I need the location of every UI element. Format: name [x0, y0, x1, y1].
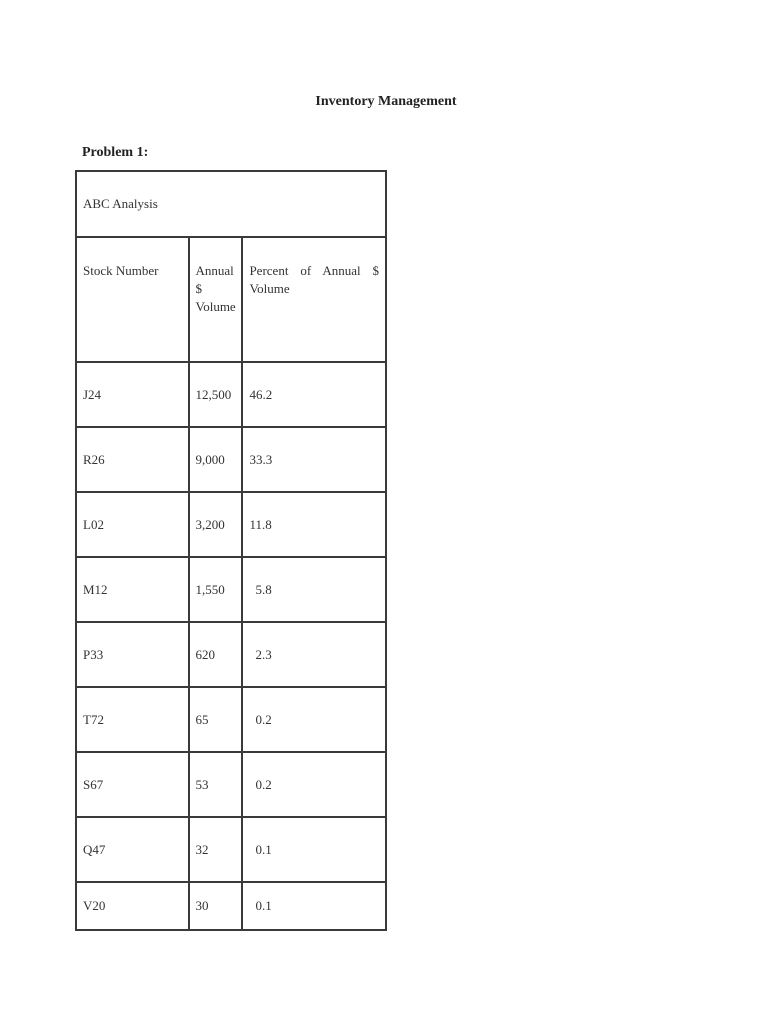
stock-number-cell: Q47 — [76, 817, 189, 882]
table-row — [76, 752, 386, 817]
annual-volume-cell: 9,000 — [189, 427, 243, 492]
stock-number-cell: T72 — [76, 687, 189, 752]
stock-number-cell: J24 — [76, 362, 189, 427]
percent-cell: 11.8 — [242, 492, 386, 557]
annual-volume-cell: 53 — [189, 752, 243, 817]
table-caption: ABC Analysis — [76, 171, 386, 237]
stock-number-cell: M12 — [76, 557, 189, 622]
abc-analysis-table — [75, 170, 387, 931]
table-row — [76, 882, 386, 930]
stock-number-cell: P33 — [76, 622, 189, 687]
percent-cell: 46.2 — [242, 362, 386, 427]
table-row — [76, 817, 386, 882]
annual-volume-cell: 32 — [189, 817, 243, 882]
header-percent-annual-volume: Percent of Annual $ Volume — [242, 237, 386, 362]
header-annual-volume: Annual $ Volume — [189, 237, 243, 362]
table-row — [76, 492, 386, 557]
stock-number-cell: V20 — [76, 882, 189, 930]
table-row — [76, 687, 386, 752]
header-stock-number: Stock Number — [76, 237, 189, 362]
percent-cell: 2.3 — [242, 622, 386, 687]
problem-heading: Problem 1: — [82, 145, 149, 160]
annual-volume-cell: 30 — [189, 882, 243, 930]
percent-cell: 0.2 — [242, 752, 386, 817]
table-caption-row — [76, 171, 386, 237]
percent-cell: 0.1 — [242, 817, 386, 882]
annual-volume-cell: 65 — [189, 687, 243, 752]
annual-volume-cell: 3,200 — [189, 492, 243, 557]
percent-cell: 5.8 — [242, 557, 386, 622]
stock-number-cell: S67 — [76, 752, 189, 817]
percent-cell: 0.1 — [242, 882, 386, 930]
table-header-row — [76, 237, 386, 362]
annual-volume-cell: 1,550 — [189, 557, 243, 622]
annual-volume-cell: 620 — [189, 622, 243, 687]
percent-cell: 33.3 — [242, 427, 386, 492]
table-row — [76, 427, 386, 492]
table-row — [76, 557, 386, 622]
stock-number-cell: L02 — [76, 492, 189, 557]
percent-cell: 0.2 — [242, 687, 386, 752]
table-row — [76, 362, 386, 427]
document-title: Inventory Management — [315, 94, 457, 109]
stock-number-cell: R26 — [76, 427, 189, 492]
table-row — [76, 622, 386, 687]
annual-volume-cell: 12,500 — [189, 362, 243, 427]
